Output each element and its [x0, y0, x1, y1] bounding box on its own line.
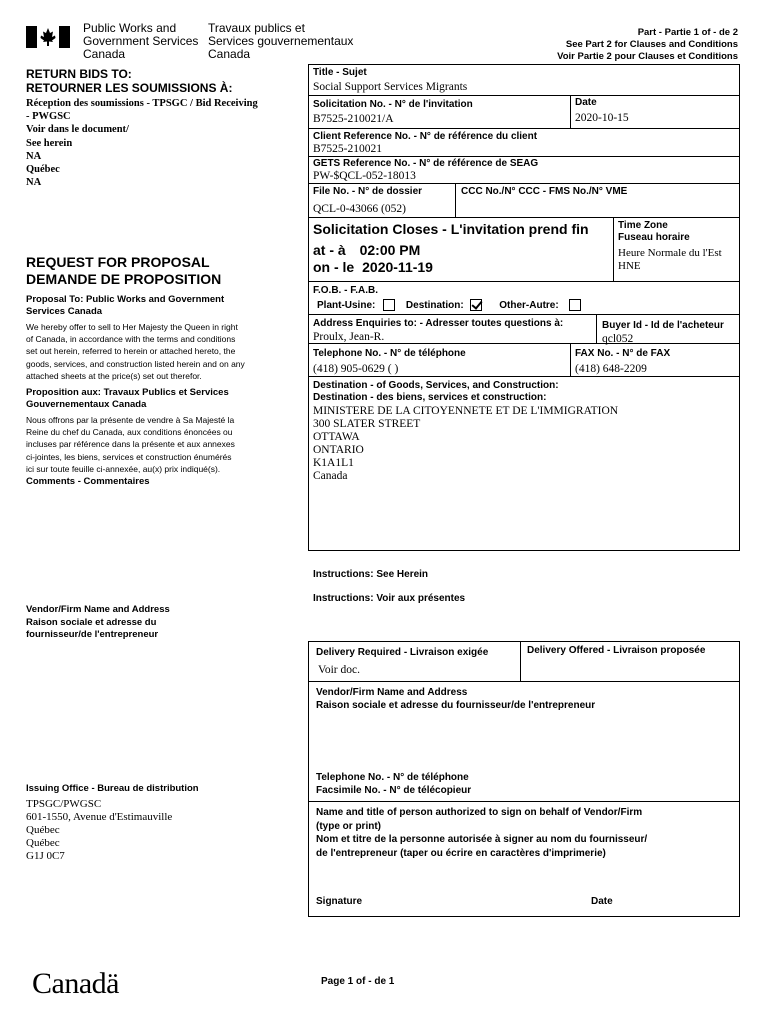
proposition-aux: Proposition aux: Travaux Publics et Services Gouvernementaux Canada [26, 387, 229, 410]
canada-wordmark: Canadä [32, 967, 119, 1000]
vendor-name-label: Vendor/Firm Name and Address Raison sociale et adresse du fournisseur/de l'entrepreneur [316, 687, 596, 711]
gets-value[interactable]: PW-$QCL-052-18013 [313, 170, 416, 182]
issuing-office-address: TPSGC/PWGSC 601-1550, Avenue d'Estimauville Québec Québec G1J 0C7 [26, 798, 173, 862]
title-value[interactable]: Social Support Services Migrants [313, 81, 468, 93]
delivery-required-value[interactable]: Voir doc. [318, 664, 360, 676]
authorized-signer-field[interactable] [312, 862, 736, 892]
address-enquiries-value[interactable]: Proulx, Jean-R. [313, 331, 385, 343]
on-label: on - le [313, 259, 355, 275]
at-label: at - à [313, 242, 346, 258]
fob-label: F.O.B. - F.A.B. [313, 285, 378, 296]
closes-time-row [313, 242, 420, 259]
at-value: 02:00 PM [359, 242, 421, 258]
timezone-label: Time Zone Fuseau horaire [618, 220, 690, 243]
proposal-to: Proposal To: Public Works and Government Services Canada [26, 294, 225, 317]
authorized-signer-label: Name and title of person authorized to sign on behalf of Vendor/Firm (type or print) Nom et titre de la personne autorisée à signer au nom du fournisseur/ de l'entrepreneur (taper ou écrire en caractères d'imprimerie) [316, 807, 648, 859]
page-number: Page 1 of - de 1 [321, 976, 395, 987]
rfp-title: REQUEST FOR PROPOSAL DEMANDE DE PROPOSITION [26, 254, 222, 287]
other-label: Other-Autre: [499, 299, 559, 311]
fob-options [313, 299, 581, 312]
department-name-en: Public Works and Government Services Canada [83, 21, 199, 61]
destination-address[interactable]: MINISTERE DE LA CITOYENNETE ET DE L'IMMIGRATION 300 SLATER STREET OTTAWA ONTARIO K1A1L1 Canada [313, 405, 619, 482]
destination-label: Destination: [405, 299, 464, 311]
return-bids-address: Réception des soumissions - TPSGC / Bid Receiving - PWGSC Voir dans le document/ See herein NA Québec NA [26, 98, 258, 189]
client-ref-value[interactable]: B7525-210021 [313, 143, 382, 155]
on-value: 2020-11-19 [362, 259, 433, 275]
issuing-office-label: Issuing Office - Bureau de distribution [26, 783, 199, 794]
plant-checkbox[interactable] [383, 299, 395, 311]
instructions-fr: Instructions: Voir aux présentes [313, 593, 466, 604]
telephone-label: Telephone No. - N° de téléphone [313, 348, 466, 359]
department-name-fr: Travaux publics et Services gouvernementaux Canada [208, 21, 354, 61]
vendor-phone-fax-label: Telephone No. - N° de téléphone Facsimile No. - N° de télécopieur [316, 772, 472, 796]
delivery-offered-label: Delivery Offered - Livraison proposée [527, 645, 706, 656]
ccc-label: CCC No./N° CCC - FMS No./N° VME [461, 186, 628, 197]
fax-label: FAX No. - N° de FAX [575, 348, 671, 359]
return-bids-heading: RETURN BIDS TO: RETOURNER LES SOUMISSIONS À: [26, 67, 233, 95]
delivery-required-label: Delivery Required - Livraison exigée [316, 647, 489, 658]
fax-value[interactable]: (418) 648-2209 [575, 363, 647, 375]
date-value[interactable]: 2020-10-15 [575, 112, 629, 124]
signature-label: Signature [316, 896, 363, 907]
timezone-value: Heure Normale du l'Est HNE [618, 247, 722, 272]
client-ref-label: Client Reference No. - N° de référence du client [313, 131, 538, 142]
part-info: Part - Partie 1 of - de 2 See Part 2 for Clauses and Conditions Voir Partie 2 pour Clauses et Conditions [557, 27, 738, 62]
offer-text-en: We hereby offer to sell to Her Majesty the Queen in right of Canada, in accordance with the terms and conditions set out herein, referred to herein or attached hereto, the goods, services, and construction listed herein and on any attached sheets at the price(s) set out therefor. [26, 322, 245, 381]
buyer-id-label: Buyer Id - Id de l'acheteur [602, 320, 724, 331]
solicitation-label: Solicitation No. - N° de l'invitation [313, 99, 473, 110]
comments-label: Comments - Commentaires [26, 476, 150, 487]
signature-date-label: Date [591, 896, 613, 907]
file-label: File No. - N° de dossier [313, 186, 423, 197]
instructions-en: Instructions: See Herein [313, 569, 429, 580]
gets-label: GETS Reference No. - N° de référence de SEAG [313, 158, 539, 169]
buyer-id-value[interactable]: qcl052 [602, 333, 634, 345]
title-label: Title - Sujet [313, 67, 367, 78]
canada-flag-logo [26, 26, 70, 48]
file-value[interactable]: QCL-0-43066 (052) [313, 203, 406, 215]
destination-goods-label: Destination - of Goods, Services, and Construction: Destination - des biens, services et construction: [313, 380, 559, 403]
closes-label: Solicitation Closes - L'invitation prend fin [313, 221, 589, 237]
vendor-name-field[interactable] [312, 714, 736, 768]
vendor-firm-label: Vendor/Firm Name and Address Raison sociale et adresse du fournisseur/de l'entrepreneur [26, 604, 170, 640]
closes-date-row [313, 259, 433, 276]
other-checkbox[interactable] [569, 299, 581, 311]
plant-label: Plant-Usine: [317, 299, 376, 311]
offer-text-fr: Nous offrons par la présente de vendre à Sa Majesté la Reine du chef du Canada, aux conditions énoncées ou incluses par référence dans la présente et aux annexes ci-jointes, les biens, services et construction énumérés ici sur toute feuille ci-annexée, au(x) prix indiqué(s). [26, 415, 235, 474]
destination-checkbox[interactable] [470, 299, 482, 311]
address-enquiries-label: Address Enquiries to: - Adresser toutes questions à: [313, 318, 564, 329]
solicitation-value[interactable]: B7525-210021/A [313, 113, 394, 125]
telephone-value[interactable]: (418) 905-0629 ( ) [313, 363, 399, 375]
date-label: Date [575, 97, 597, 108]
